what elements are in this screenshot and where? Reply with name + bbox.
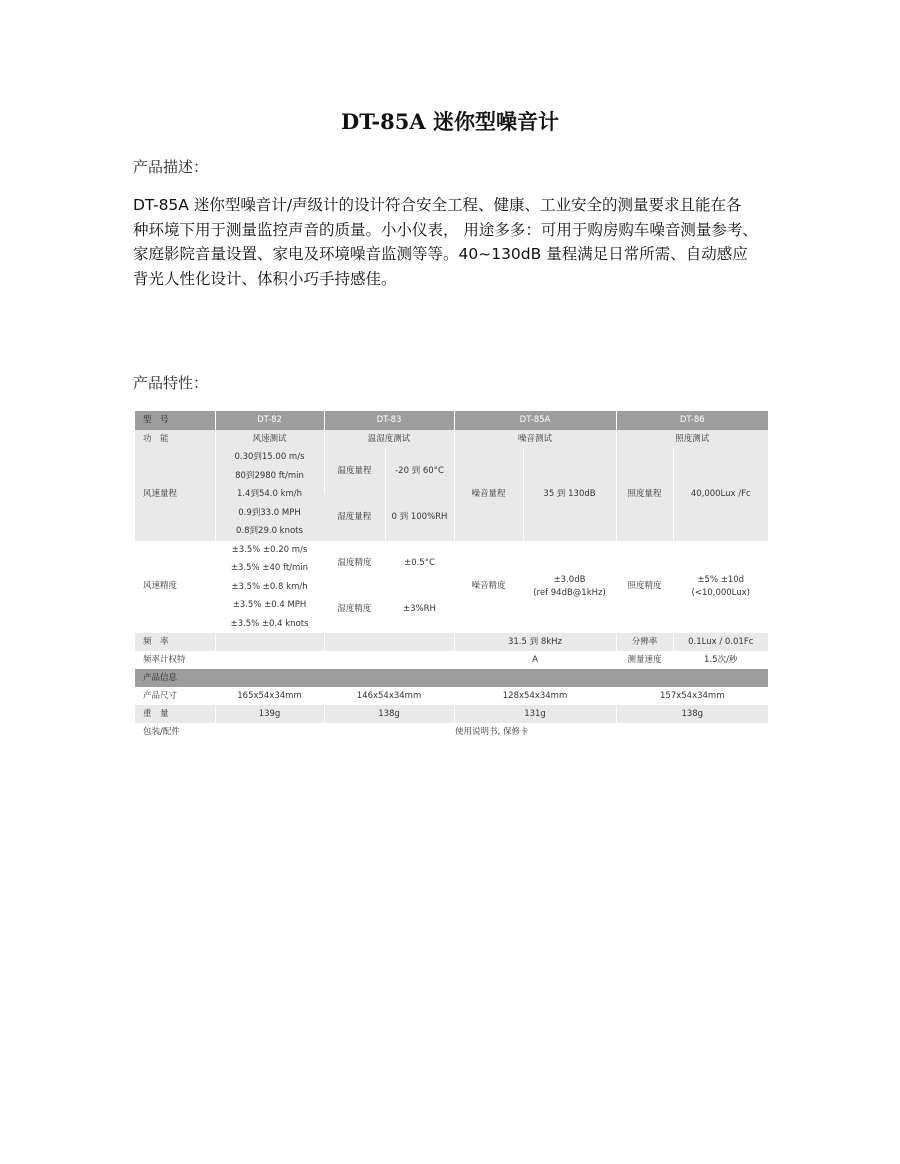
section-label: 产品信息	[135, 669, 768, 687]
description-paragraph	[133, 193, 778, 291]
cell: 风速测试	[215, 430, 324, 448]
cell-line: 0.8到29.0 knots	[236, 526, 303, 536]
cell-line: ±3.5% ±0.4 knots	[230, 618, 309, 629]
description-line: 种环境下用于测量监控声音的质量。小小仪表， 用途多多：可用于购房购车噪音测量参考、	[133, 220, 758, 239]
cell: 165x54x34mm	[215, 687, 324, 705]
table-row-function	[135, 430, 768, 448]
cell-line: ±3.5% ±40 ft/min	[230, 563, 309, 573]
cell: 146x54x34mm	[324, 687, 454, 705]
cell-line: ±3.5% ±0.20 m/s	[231, 544, 308, 555]
cell: 128x54x34mm	[454, 687, 616, 705]
cell: 使用说明书, 保修卡	[215, 723, 768, 741]
row-label: 功 能	[135, 430, 215, 448]
table-row-size	[135, 687, 768, 705]
cell: 温度精度	[324, 541, 385, 587]
cell: 噪音测试	[454, 430, 616, 448]
table-row-weight	[135, 705, 768, 723]
cell-line: (<10,000Lux)	[691, 587, 750, 598]
cell: ±3%RH	[385, 587, 454, 633]
dt82-accuracy-cell	[215, 541, 324, 634]
description-heading: 产品描述：	[133, 158, 209, 176]
cell-line: ±5% ±10d	[697, 574, 745, 585]
cell-line: ±3.5% ±0.4 MPH	[232, 600, 307, 610]
model-dt82: DT-82	[215, 411, 324, 430]
cell: -20 到 60°C	[385, 448, 454, 494]
row-label: 风速量程	[135, 448, 215, 541]
page-title: DT-85A 迷你型噪音计	[341, 109, 559, 134]
cell: 0 到 100%RH	[385, 494, 454, 540]
cell: 湿度精度	[324, 587, 385, 633]
cell-line: 0.9到33.0 MPH	[238, 507, 301, 518]
table-header-row	[135, 411, 768, 430]
cell	[215, 651, 324, 669]
cell-line: (ref 94dB@1kHz)	[533, 587, 606, 598]
model-label: 型 号	[135, 411, 215, 430]
cell: 噪音精度	[454, 541, 523, 634]
cell: 湿度量程	[324, 494, 385, 540]
cell: 照度测试	[616, 430, 768, 448]
cell: 40,000Lux /Fc	[673, 448, 768, 541]
cell-line: 0.30到15.00 m/s	[234, 452, 305, 462]
table-row-weighting	[135, 651, 768, 669]
cell: 31.5 到 8kHz	[454, 633, 616, 651]
table-row-frequency	[135, 633, 768, 651]
row-label: 重 量	[135, 705, 215, 723]
cell: 157x54x34mm	[616, 687, 768, 705]
cell: 分辨率	[616, 633, 673, 651]
cell: 138g	[616, 705, 768, 723]
cell-line: ±3.5% ±0.8 km/h	[231, 581, 308, 592]
cell: 噪音量程	[454, 448, 523, 541]
dt82-range-cell	[215, 448, 324, 541]
description-line: 背光人性化设计、体积小巧手持感佳。	[133, 269, 397, 288]
spec-table	[135, 411, 768, 741]
cell: 测量速度	[616, 651, 673, 669]
cell: 131g	[454, 705, 616, 723]
row-label: 频 率	[135, 633, 215, 651]
cell	[215, 633, 324, 651]
cell: 照度量程	[616, 448, 673, 541]
cell: 0.1Lux / 0.01Fc	[673, 633, 768, 651]
cell-line: 1.4到54.0 km/h	[236, 489, 303, 499]
table-row-range	[135, 448, 768, 494]
cell	[324, 651, 454, 669]
cell-line: 80到2980 ft/min	[235, 470, 304, 481]
table-row-accuracy	[135, 541, 768, 587]
row-label: 风速精度	[135, 541, 215, 634]
table-row-package	[135, 723, 768, 741]
cell: 温度量程	[324, 448, 385, 494]
model-dt86: DT-86	[616, 411, 768, 430]
cell: ±0.5°C	[385, 541, 454, 587]
model-dt85a: DT-85A	[454, 411, 616, 430]
row-label: 产品尺寸	[135, 687, 215, 705]
cell: 138g	[324, 705, 454, 723]
description-line: 家庭影院音量设置、家电及环境噪音监测等等。40~130dB 量程满足日常所需、自动感应	[133, 245, 748, 263]
row-label: 频率计权特	[135, 651, 215, 669]
cell: 照度精度	[616, 541, 673, 634]
table-section-row	[135, 669, 768, 687]
cell-line: ±3.0dB	[553, 574, 586, 585]
dt85a-accuracy-cell	[523, 541, 616, 634]
cell: 温湿度测试	[324, 430, 454, 448]
cell: 35 到 130dB	[523, 448, 616, 541]
description-line: DT-85A 迷你型噪音计/声级计的设计符合安全工程、健康、工业安全的测量要求且能在各	[133, 196, 742, 214]
cell: A	[454, 651, 616, 669]
cell: 1.5次/秒	[673, 651, 768, 669]
model-dt83: DT-83	[324, 411, 454, 430]
features-heading: 产品特性：	[133, 374, 209, 392]
cell: 139g	[215, 705, 324, 723]
row-label: 包装/配件	[135, 723, 215, 741]
dt86-accuracy-cell	[673, 541, 768, 634]
cell	[324, 633, 454, 651]
